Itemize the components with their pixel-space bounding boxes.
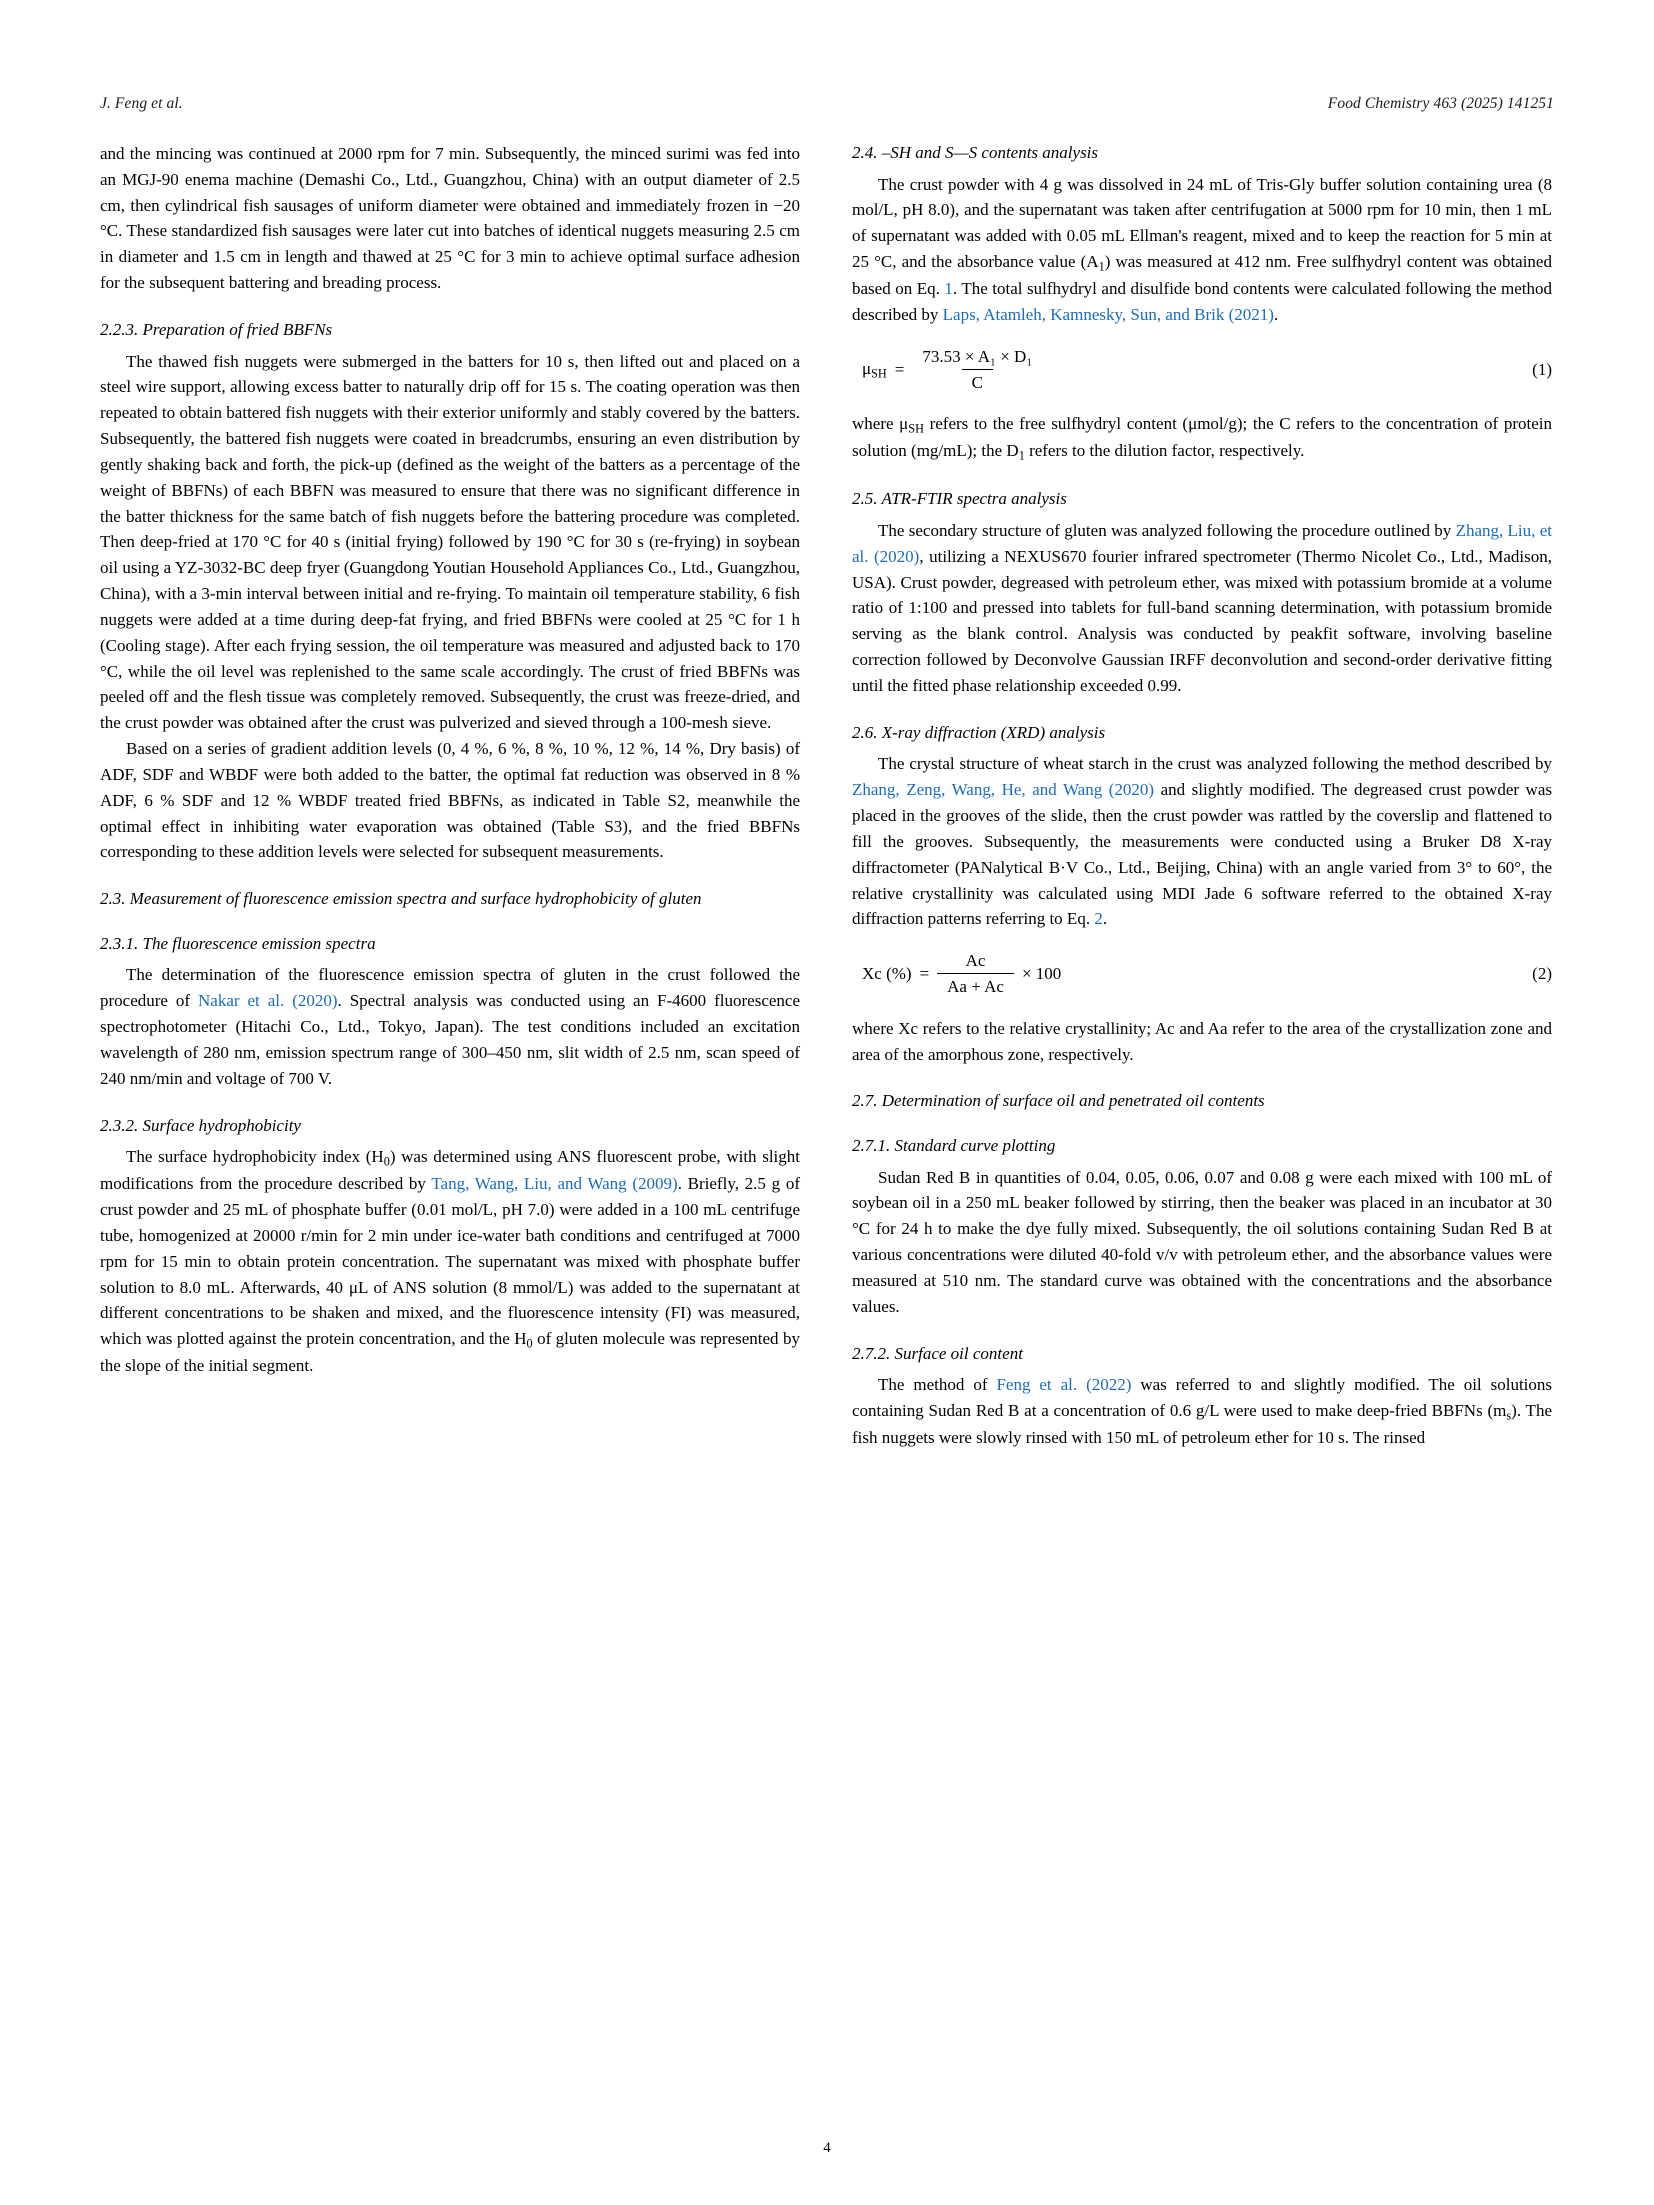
section-heading-2-7-2: 2.7.2. Surface oil content — [852, 1343, 1023, 1363]
text-seg: refers to the dilution factor, respectively. — [1024, 441, 1305, 461]
equation-2-equals: = — [919, 964, 930, 984]
paragraph-eq2-where: where Xc refers to the relative crystallinity; Ac and Aa refer to the area of the crystallization zone and area of the amorphous zone, respectively. — [852, 1018, 1552, 1064]
text-seg: ). The fish nuggets were slowly rinsed with 150 mL of petroleum ether for 10 s. The rinsed — [852, 1401, 1552, 1448]
text-seg: The determination of the fluorescence emission spectra of gluten in the crust followed the procedure of — [100, 965, 800, 1011]
section-heading-2-5: 2.5. ATR-FTIR spectra analysis — [852, 489, 1067, 509]
section-heading-2-6: 2.6. X-ray diffraction (XRD) analysis — [852, 722, 1106, 742]
section-heading-2-2-3: 2.2.3. Preparation of fried BBFNs — [100, 319, 333, 339]
subscript-sh: SH — [908, 421, 924, 436]
paragraph-eq1-where — [852, 411, 1552, 465]
equation-ref-link-2[interactable]: 2 — [1094, 909, 1103, 929]
citation-link-zhang-liu[interactable]: Zhang, Liu, et al. (2020) — [852, 520, 1552, 566]
equation-1-denominator: C — [962, 369, 993, 393]
text-seg: . — [1273, 304, 1279, 324]
page-number: 4 — [823, 2140, 831, 2156]
citation-link-zhang-zeng[interactable]: Zhang, Zeng, Wang, He, and Wang (2020) — [852, 780, 1155, 800]
citation-link-nakar[interactable]: Nakar et al. (2020) — [198, 991, 338, 1011]
equation-1-numerator: 73.53 × A₁ × D₁ — [922, 346, 1033, 366]
equation-2-number: (2) — [1532, 964, 1552, 984]
paragraph-hydrophobicity — [100, 1144, 800, 1379]
equation-2 — [852, 950, 1552, 998]
equation-1-fraction — [912, 346, 1042, 394]
subscript-zero-2: 0 — [526, 1336, 533, 1351]
text-seg: The surface hydrophobicity index (H — [126, 1147, 384, 1167]
running-head-journal: Food Chemistry 463 (2025) 141251 — [1327, 95, 1554, 112]
citation-link-tang[interactable]: Tang, Wang, Liu, and Wang (2009) — [431, 1174, 678, 1194]
subscript-zero: 0 — [383, 1154, 390, 1169]
equation-1 — [852, 346, 1552, 394]
equation-2-lhs: Xc (%) — [862, 964, 912, 984]
section-heading-2-7: 2.7. Determination of surface oil and penetrated oil contents — [852, 1091, 1265, 1111]
text-seg: . Briefly, 2.5 g of crust powder and 25 mL of phosphate buffer (0.01 mol/L, pH 7.0) were added in a 100 mL centrifuge tube, homogenized at 20000 r/min for 2 min under ice-water bath conditions and centrifuged at 7000 rpm for 15 min to obtain protein concentration. The supernatant was mixed with phosphate buffer solution to 8.0 mL. Afterwards, 40 μL of ANS solution (8 mmol/L) was added to the supernatant at different concentrations to be shaken and mixed, and the fluorescence intensity (FI) was measured, which was plotted against the protein concentration, and the H — [100, 1174, 800, 1349]
citation-link-feng[interactable]: Feng et al. (2022) — [996, 1375, 1132, 1395]
text-seg: and slightly modified. The degreased crust powder was placed in the grooves of the slide, then the crust powder was rattled by the coverslip and flattened to fill the grooves. Subsequently, the measurements were conducted using a Bruker D8 X-ray diffractometer (PANalytical B·V Co., Ltd., Beijing, China) with an angle varied from 3° to 60°, the relative crystallinity was calculated using MDI Jade 6 software referred to the obtained X-ray diffraction patterns referring to Eq. — [852, 780, 1552, 929]
text-seg: was referred to and slightly modified. The oil solutions containing Sudan Red B at a concentration of 0.6 g/L were used to make deep-fried BBFNs (m — [852, 1375, 1553, 1421]
running-head — [100, 95, 1554, 113]
section-heading-2-3-2: 2.3.2. Surface hydrophobicity — [100, 1115, 301, 1135]
paragraph-fluorescence — [100, 962, 800, 1091]
paragraph-surface-oil — [852, 1372, 1552, 1451]
paragraph-xrd — [852, 751, 1552, 932]
left-column — [100, 141, 800, 1379]
text-seg: ) was measured at 412 nm. Free sulfhydryl content was obtained based on Eq. — [852, 252, 1552, 299]
running-head-authors: J. Feng et al. — [100, 95, 183, 112]
equation-2-body — [852, 950, 1061, 998]
paragraph-sh-ss — [852, 172, 1552, 328]
citation-link-laps[interactable]: Laps, Atamleh, Kamnesky, Sun, and Brik (2021) — [942, 304, 1274, 324]
text-seg: The secondary structure of gluten was analyzed following the procedure outlined by — [878, 520, 1456, 540]
section-heading-2-3: 2.3. Measurement of fluorescence emission spectra and surface hydrophobicity of gluten — [100, 889, 702, 909]
equation-1-body — [852, 346, 1042, 394]
text-seg: . — [1102, 909, 1108, 929]
text-seg: . The total sulfhydryl and disulfide bond contents were calculated following the method described by — [852, 279, 1552, 324]
text-seg: refers to the free sulfhydryl content (μmol/g); the C refers to the concentration of protein solution (mg/mL); the D — [852, 414, 1552, 461]
equation-1-lhs-sub: SH — [871, 366, 887, 381]
subscript-ms: s — [1506, 1408, 1512, 1423]
equation-2-numerator: Ac — [965, 951, 986, 971]
text-seg: The crust powder with 4 g was dissolved in 24 mL of Tris-Gly buffer solution containing urea (8 mol/L, pH 8.0), and the supernatant was taken after centrifugation at 5000 rpm for 10 min, then 1 mL of supernatant was added with 0.05 mL Ellman's reagent, mixed and to keep the reaction for 5 min at 25 °C, and the absorbance value (A — [852, 174, 1552, 272]
section-heading-2-4: 2.4. –SH and S—S contents analysis — [852, 143, 1099, 162]
two-column-body — [100, 141, 1554, 1451]
equation-ref-link-1[interactable]: 1 — [944, 279, 953, 299]
text-seg: ) was determined using ANS fluorescent probe, with slight modifications from the procedure described by — [100, 1147, 800, 1194]
section-heading-2-7-1: 2.7.1. Standard curve plotting — [852, 1136, 1056, 1155]
paragraph-atr-ftir — [852, 518, 1552, 699]
right-column — [852, 141, 1552, 1451]
paragraph-gradient-levels: Based on a series of gradient addition levels (0, 4 %, 6 %, 8 %, 10 %, 12 %, 14 %, Dry basis) of ADF, SDF and WBDF were both added to the batter, the optimal fat reduction was observed in 8 % ADF, 6 % SDF and 12 % WBDF treated fried BBFNs, as indicated in Table S2, meanwhile the optimal effect in inhibiting water evaporation was obtained (Table S3), and the fried BBFNs corresponding to these addition levels were selected for subsequent measurements. — [100, 739, 800, 862]
text-seg: of gluten molecule was represented by the slope of the initial segment. — [100, 1329, 800, 1376]
equation-2-denominator: Aa + Ac — [937, 973, 1014, 997]
text-seg: . Spectral analysis was conducted using an F-4600 fluorescence spectrophotometer (Hitachi Co., Ltd., Tokyo, Japan). The test conditions included an excitation wavelength of 280 nm, emission spectrum range of 300–450 nm, slit width of 2.5 nm, scan speed of 240 nm/min and voltage of 700 V. — [100, 991, 801, 1088]
equation-1-equals: = — [894, 359, 905, 379]
equation-1-lhs — [862, 356, 887, 383]
equation-2-fraction — [937, 950, 1014, 998]
equation-1-number: (1) — [1532, 359, 1552, 379]
paragraph-continuation: and the mincing was continued at 2000 rpm for 7 min. Subsequently, the minced surimi was fed into an MGJ-90 enema machine (Demashi Co., Ltd., Guangzhou, China) with an output diameter of 2.5 cm, then cylindrical fish sausages of uniform diameter were obtained and immediately frozen in −20 °C. These standardized fish sausages were later cut into batches of identical nuggets measuring 2.5 cm in diameter and 1.5 cm in length and thawed at 25 °C for 3 min to achieve optimal surface adhesion for the subsequent battering and breading process. — [100, 144, 800, 293]
subscript-d1: 1 — [1018, 448, 1025, 463]
equation-1-mu: μ — [862, 359, 872, 379]
equation-2-tail: × 100 — [1021, 964, 1062, 984]
section-heading-2-3-1: 2.3.1. The fluorescence emission spectra — [100, 933, 376, 953]
paragraph-fried-bbfns: The thawed fish nuggets were submerged in the batters for 10 s, then lifted out and placed on a steel wire support, allowing excess batter to naturally drip off for 15 s. The coating operation was then repeated to obtain battered fish nuggets with their exterior uniformly and stably covered by the batters. Subsequently, the battered fish nuggets were coated in breadcrumbs, ensuring an even distribution by gently shaking back and forth, the pick-up (defined as the weight of the batters as a percentage of the weight of BBFNs) of each BBFN was measured to ensure that there was no significant difference in the batter thickness for the same batch of fish nuggets before the battering procedure was completed. Then deep-fried at 170 °C for 40 s (initial frying) followed by 190 °C for 30 s (re-frying) in soybean oil using a YZ-3032-BC deep fryer (Guangdong Youtian Household Appliances Co., Ltd., Guangzhou, China), with a 3-min interval between initial and re-frying. To maintain oil temperature stability, 6 fish nuggets were added at a time during deep-fat frying, and fried BBFNs were cooled at 25 °C for 1 h (Cooling stage). After each frying session, the oil temperature was measured and adjusted back to 170 °C, while the oil level was replenished to the same scale accordingly. The crust of fried BBFNs was peeled off and the flesh tissue was completely removed. Subsequently, the crust was freeze-dried, and the crust powder was obtained after the crust was pulverized and sieved through a 100-mesh sieve. — [100, 351, 800, 733]
text-seg: The crystal structure of wheat starch in the crust was analyzed following the method described by — [878, 754, 1552, 774]
subscript-a1: 1 — [1098, 259, 1105, 274]
text-seg: The method of — [878, 1375, 997, 1395]
text-seg: where μ — [852, 414, 909, 434]
text-seg: , utilizing a NEXUS670 fourier infrared spectrometer (Thermo Nicolet Co., Ltd., Madison, USA). Crust powder, degreased with petroleum ether, was mixed with potassium bromide at a volume ratio of 1:100 and pressed into tablets for full-band scanning determination, with potassium bromide serving as the blank control. Analysis was conducted by peakfit software, involving baseline correction followed by Deconvolve Gaussian IRFF deconvolution and second-order derivative fitting until the fitted phase relationship exceeded 0.99. — [852, 546, 1552, 695]
paragraph-standard-curve: Sudan Red B in quantities of 0.04, 0.05, 0.06, 0.07 and 0.08 g were each mixed with 100 mL of soybean oil in a 250 mL beaker followed by stirring, then the beaker was placed in an incubator at 30 °C for 24 h to make the dye fully mixed. Subsequently, the oil solutions containing Sudan Red B at various concentrations were diluted 40-fold v/v with petroleum ether, and the absorbance values were measured at 510 nm. The standard curve was obtained with the concentrations and the absorbance values. — [852, 1167, 1552, 1316]
